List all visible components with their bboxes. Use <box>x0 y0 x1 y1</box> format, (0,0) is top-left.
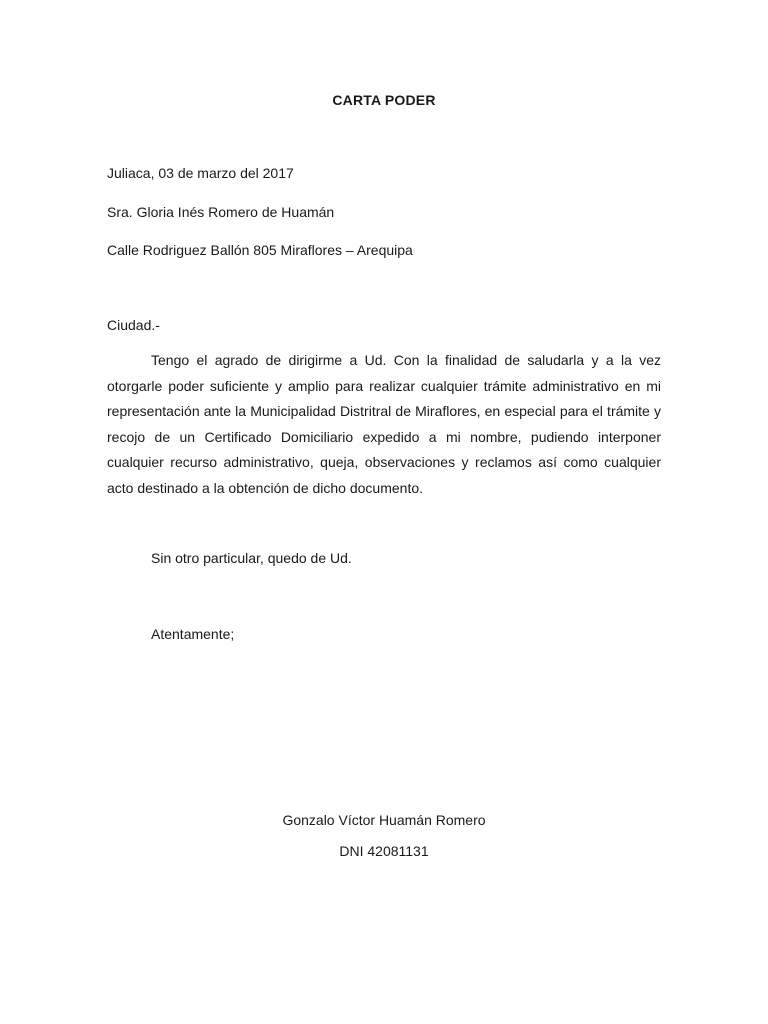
salutation: Ciudad.- <box>107 317 160 333</box>
farewell: Atentamente; <box>151 626 235 642</box>
signer-name: Gonzalo Víctor Huamán Romero <box>282 812 486 828</box>
closing-phrase: Sin otro particular, quedo de Ud. <box>151 550 352 566</box>
recipient-address: Calle Rodriguez Ballón 805 Miraflores – Arequipa <box>107 242 413 258</box>
body-paragraph: Tengo el agrado de dirigirme a Ud. Con la finalidad de saludarla y a la vez otorgarle poder suficiente y amplio para realizar cualquier trámite administrativo en mi representación ante la Municipalidad Distritral de Miraflores, en especial para el trámite y recojo de un Certificado Domiciliario expedido a mi nombre, pudiendo interponer cualquier recurso administrativo, queja, observaciones y reclamos así como cualquier acto destinado a la obtención de dicho documento. <box>107 352 661 496</box>
signer-dni: DNI 42081131 <box>339 843 429 859</box>
date-line: Juliaca, 03 de marzo del 2017 <box>107 165 294 181</box>
document-title: CARTA PODER <box>332 92 436 108</box>
recipient-name: Sra. Gloria Inés Romero de Huamán <box>107 204 335 220</box>
